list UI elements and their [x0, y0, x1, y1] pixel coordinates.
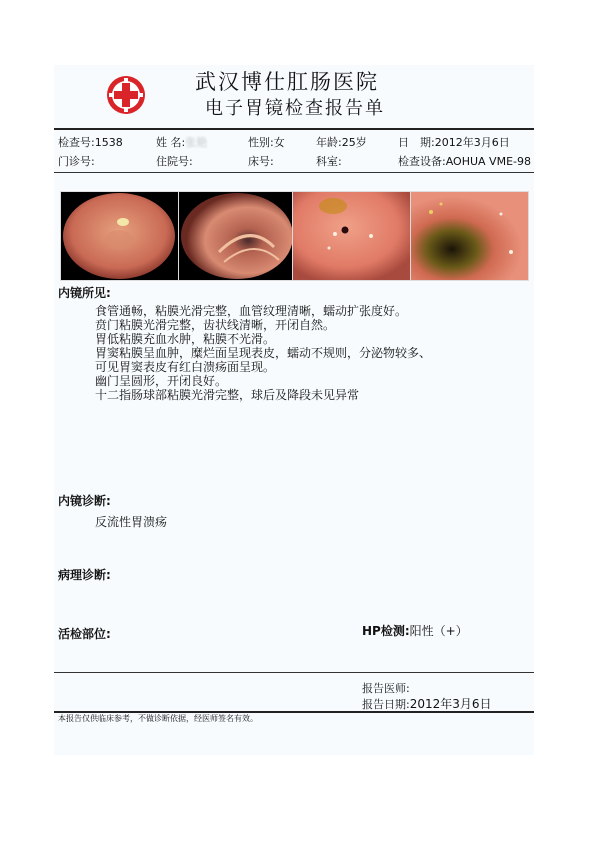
- header-rule-bottom: [54, 172, 534, 173]
- date-field: 日 期:2012年3月6日: [398, 136, 510, 149]
- endoscopy-photo-stomach: [178, 191, 297, 281]
- header-rule-top: [54, 128, 534, 130]
- disclaimer-note: 本报告仅供临床参考，不做诊断依据，经医师签名有效。: [58, 714, 258, 723]
- hospital-cross-logo-icon: [106, 75, 146, 115]
- hospital-name: 武汉博仕肛肠医院: [195, 70, 379, 94]
- endoscopy-photo-antrum: [292, 191, 411, 281]
- finding-line: 贲门粘膜光滑完整，齿状线清晰，开闭自然。: [95, 318, 336, 332]
- finding-line: 可见胃窦表皮有红白溃疡面呈现。: [95, 360, 276, 374]
- finding-line: 胃低粘膜充血水肿，粘膜不光滑。: [95, 332, 276, 346]
- name-field: 姓 名:张艳: [156, 136, 208, 149]
- endoscopy-photo-esophagus: [60, 191, 179, 281]
- finding-line: 食管通畅，粘膜光滑完整，血管纹理清晰，蠕动扩张度好。: [95, 304, 408, 318]
- report-date-field: 报告日期:2012年3月6日: [362, 697, 492, 711]
- department-field: 科室:: [316, 155, 342, 168]
- footer-rule-top: [54, 672, 534, 673]
- bed-no-field: 床号:: [248, 155, 274, 168]
- finding-line: 十二指肠球部粘膜光滑完整，球后及降段未见异常: [95, 388, 360, 402]
- biopsy-heading: 活检部位:: [58, 627, 111, 641]
- age-field: 年龄:25岁: [316, 136, 367, 149]
- diagnosis-heading: 内镜诊断:: [58, 494, 111, 508]
- device-field: 检查设备:AOHUA VME-98: [398, 155, 531, 168]
- finding-line: 幽门呈圆形，开闭良好。: [95, 374, 228, 388]
- exam-no-field: 检查号:1538: [58, 136, 123, 149]
- hp-test-field: HP检测:阳性（+）: [362, 624, 468, 638]
- finding-line: 胃窦粘膜呈血肿，糜烂面呈现表皮，蠕动不规则，分泌物较多、: [95, 346, 432, 360]
- endoscopy-photo-pylorus: [410, 191, 529, 281]
- sex-field: 性别:女: [248, 136, 285, 149]
- outpatient-no-field: 门诊号:: [58, 155, 95, 168]
- findings-heading: 内镜所见:: [58, 286, 111, 300]
- inpatient-no-field: 住院号:: [156, 155, 193, 168]
- pathology-heading: 病理诊断:: [58, 568, 111, 582]
- report-doctor-field: 报告医师:: [362, 682, 410, 695]
- patient-name: 张艳: [185, 136, 208, 149]
- diagnosis-value: 反流性胃溃疡: [95, 515, 168, 529]
- report-title: 电子胃镜检查报告单: [205, 98, 385, 119]
